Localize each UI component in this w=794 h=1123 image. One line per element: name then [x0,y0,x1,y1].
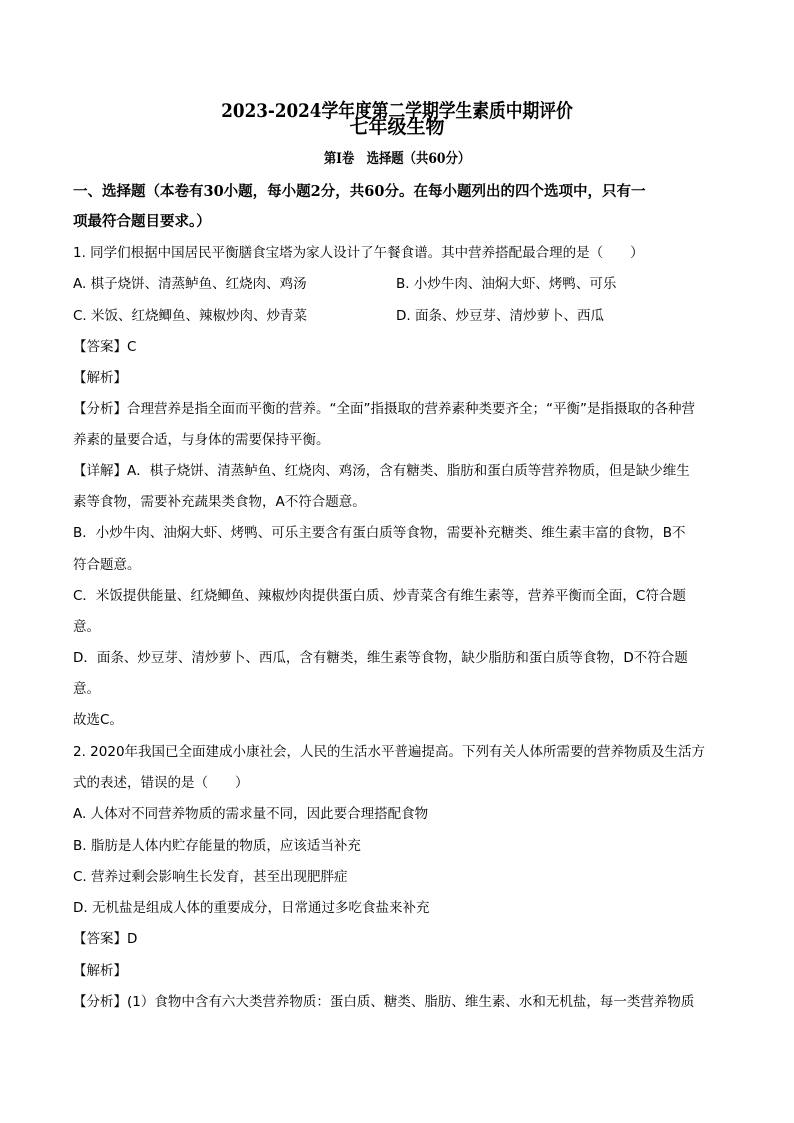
q1-xiangjie-line-2: 素等食物，需要补充蔬果类食物，A不符合题意。 [73,494,366,510]
exam-subject-text: 七年级生物 [349,116,445,138]
section-instructions-line-1: 一、选择题（本卷有30小题，每小题2分，共60分。在每小题列出的四个选项中，只有一 [73,183,646,200]
q1-answer: 【答案】C [73,339,137,355]
q1-fenxi-line-2: 养素的量要合适，与身体的需要保持平衡。 [73,432,330,448]
q1-option-c-explanation-2: 意。 [73,619,100,635]
q2-option-b: B. 脂肪是人体内贮存能量的物质，应该适当补充 [73,838,361,854]
q1-option-d-explanation-2: 意。 [73,681,100,697]
q1-option-d-explanation-1: D．面条、炒豆芽、清炒萝卜、西瓜，含有糖类，维生素等食物，缺少脂肪和蛋白质等食物，D不符合题 [73,650,688,666]
q1-conclusion: 故选C。 [73,712,123,728]
q2-option-a: A. 人体对不同营养物质的需求量不同，因此要合理搭配食物 [73,806,429,822]
exam-subject [0,112,794,139]
q2-stem-line-1: 2. 2020年我国已全面建成小康社会，人民的生活水平普遍提高。下列有关人体所需要的营养物质及生活方 [73,744,706,760]
q1-option-c: C. 米饭、红烧鲫鱼、辣椒炒肉、炒青菜 [73,308,308,324]
q1-option-b: B. 小炒牛肉、油焖大虾、烤鸭、可乐 [396,276,617,292]
exam-part-heading: 第Ⅰ卷 选择题（共60分） [323,151,471,167]
q1-analysis-label: 【解析】 [73,370,127,386]
q2-option-c: C. 营养过剩会影响生长发育，甚至出现肥胖症 [73,869,348,885]
q2-stem-line-2: 式的表述，错误的是（ ） [73,775,249,791]
q1-fenxi-line-1: 【分析】合理营养是指全面而平衡的营养。“全面”指摄取的营养素种类要齐全；“平衡”是指摄取的各种营 [73,401,695,417]
q1-option-b-explanation-2: 符合题意。 [73,557,141,573]
q1-option-a: A. 棋子烧饼、清蒸鲈鱼、红烧肉、鸡汤 [73,276,307,292]
q1-stem: 1. 同学们根据中国居民平衡膳食宝塔为家人设计了午餐食谱。其中营养搭配最合理的是（ ） [73,245,644,261]
q2-analysis-label: 【解析】 [73,963,127,979]
section-instructions-line-2: 项最符合题目要求。） [73,213,211,230]
exam-title: 2023-2024学年度第二学期学生素质中期评价 [221,100,573,122]
q2-answer: 【答案】D [73,931,138,947]
q2-option-d: D. 无机盐是组成人体的重要成分，日常通过多吃食盐来补充 [73,900,430,916]
q2-fenxi-line-1: 【分析】(1）食物中含有六大类营养物质：蛋白质、糖类、脂肪、维生素、水和无机盐，每一类营养物质 [73,994,695,1010]
q1-option-d: D. 面条、炒豆芽、清炒萝卜、西瓜 [396,308,604,324]
q1-xiangjie-line-1: 【详解】A．棋子烧饼、清蒸鲈鱼、红烧肉、鸡汤，含有糖类、脂肪和蛋白质等营养物质，但是缺少维生 [73,463,690,479]
q1-option-b-explanation-1: B．小炒牛肉、油焖大虾、烤鸭、可乐主要含有蛋白质等食物，需要补充糖类、维生素丰富的食物，B不 [73,525,686,541]
q1-option-c-explanation-1: C．米饭提供能量、红烧鲫鱼、辣椒炒肉提供蛋白质、炒青菜含有维生素等，营养平衡而全面，C符合题 [73,588,686,604]
